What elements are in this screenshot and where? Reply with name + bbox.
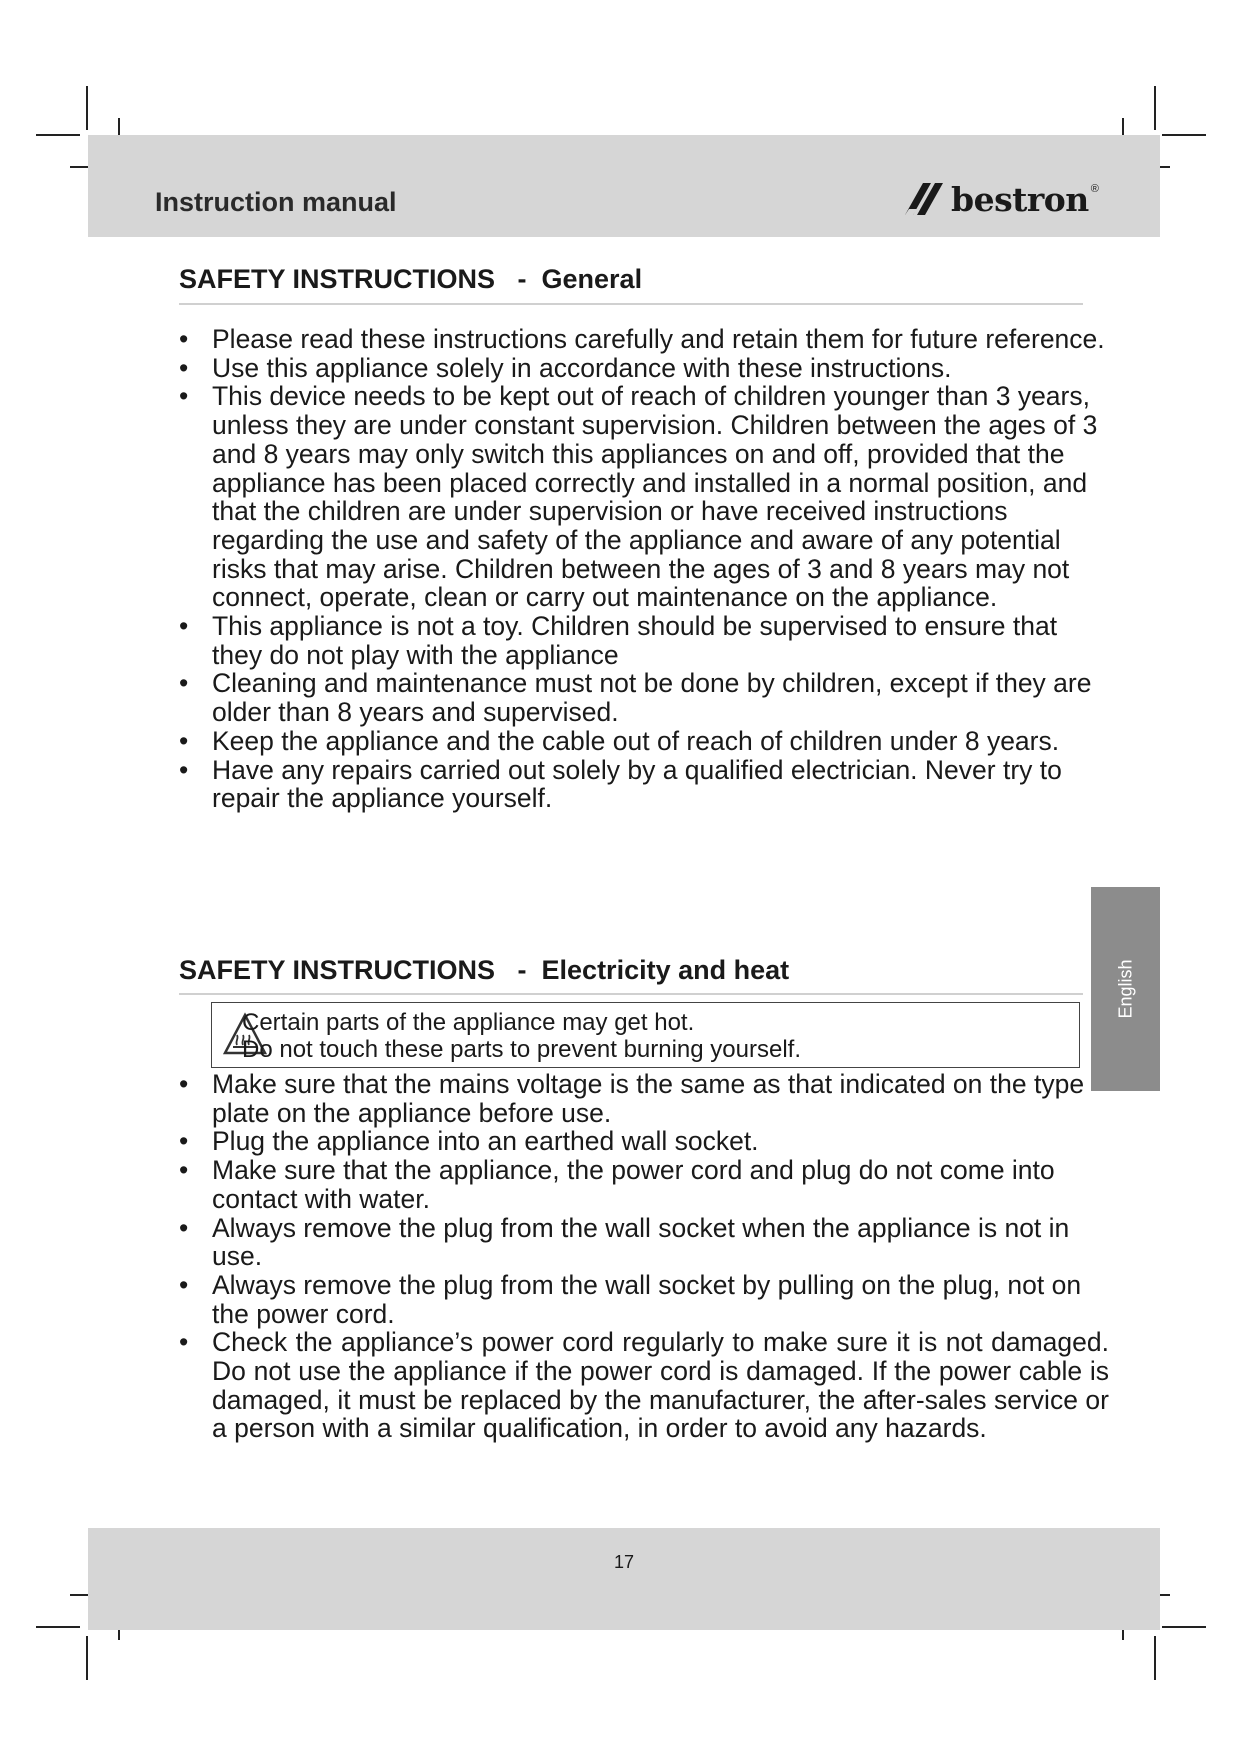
crop-mark bbox=[36, 1626, 80, 1628]
brand-logo bbox=[903, 177, 1099, 221]
crop-mark bbox=[1154, 86, 1156, 130]
header-title: Instruction manual bbox=[155, 187, 397, 217]
section-title-general: SAFETY INSTRUCTIONS - General bbox=[179, 264, 643, 294]
list-item: • Always remove the plug from the wall socket when the appliance is not in use. bbox=[179, 1214, 1109, 1271]
list-item: • Plug the appliance into an earthed wall socket. bbox=[179, 1127, 1109, 1156]
general-instructions-list bbox=[179, 325, 1109, 813]
list-item: • Use this appliance solely in accordance with these instructions. bbox=[179, 354, 1109, 383]
electricity-instructions-list bbox=[179, 1070, 1109, 1443]
list-item: • Have any repairs carried out solely by a qualified electrician. Never try to repair the appliance yourself. bbox=[179, 756, 1109, 813]
brand-chevron-icon bbox=[903, 179, 947, 219]
language-tab bbox=[1091, 887, 1160, 1091]
header-band bbox=[88, 135, 1160, 237]
hot-surface-warning bbox=[211, 1002, 1080, 1068]
warning-line-2: Do not touch these parts to prevent burning yourself. bbox=[242, 1036, 801, 1063]
brand-name: bestron bbox=[951, 179, 1089, 219]
list-item: • Cleaning and maintenance must not be done by children, except if they are older than 8 years and supervised. bbox=[179, 669, 1109, 726]
brand-registered-mark: ® bbox=[1090, 183, 1099, 195]
section-title-electricity: SAFETY INSTRUCTIONS - Electricity and heat bbox=[179, 955, 790, 985]
crop-mark bbox=[86, 86, 88, 130]
list-item: • Make sure that the appliance, the power cord and plug do not come into contact with water. bbox=[179, 1156, 1109, 1213]
list-item: • Always remove the plug from the wall socket by pulling on the plug, not on the power cord. bbox=[179, 1271, 1109, 1328]
section-divider bbox=[179, 303, 1083, 305]
list-item: • Keep the appliance and the cable out of reach of children under 8 years. bbox=[179, 727, 1109, 756]
list-item: • Check the appliance’s power cord regularly to make sure it is not damaged. Do not use the appliance if the power cord is damaged. If the power cable is damaged, it must be replaced by the manufacturer, the after-sales service or a person with a similar qualification, in order to avoid any hazards. bbox=[179, 1328, 1109, 1443]
section-divider bbox=[179, 993, 1083, 995]
crop-mark bbox=[86, 1636, 88, 1680]
list-item: • Please read these instructions carefully and retain them for future reference. bbox=[179, 325, 1109, 354]
page-number: 17 bbox=[613, 1552, 635, 1572]
language-label: English bbox=[1115, 959, 1135, 1019]
warning-line-1: Certain parts of the appliance may get hot. bbox=[242, 1009, 695, 1036]
crop-mark bbox=[1162, 1626, 1206, 1628]
crop-mark bbox=[36, 134, 80, 136]
list-item: • This device needs to be kept out of reach of children younger than 3 years, unless they are under constant supervision. Children between the ages of 3 and 8 years may only switch this appliances on and off, provided that the appliance has been placed correctly and installed in a normal position, and that the children are under supervision or have received instructions regarding the use and safety of the appliance and aware of any potential risks that may arise. Children between the ages of 3 and 8 years may not connect, operate, clean or carry out maintenance on the appliance. bbox=[179, 382, 1109, 612]
list-item: • Make sure that the mains voltage is the same as that indicated on the type plate on the appliance before use. bbox=[179, 1070, 1109, 1127]
footer-band bbox=[88, 1528, 1160, 1630]
list-item: • This appliance is not a toy. Children should be supervised to ensure that they do not play with the appliance bbox=[179, 612, 1109, 669]
crop-mark bbox=[1162, 134, 1206, 136]
crop-mark bbox=[1154, 1636, 1156, 1680]
